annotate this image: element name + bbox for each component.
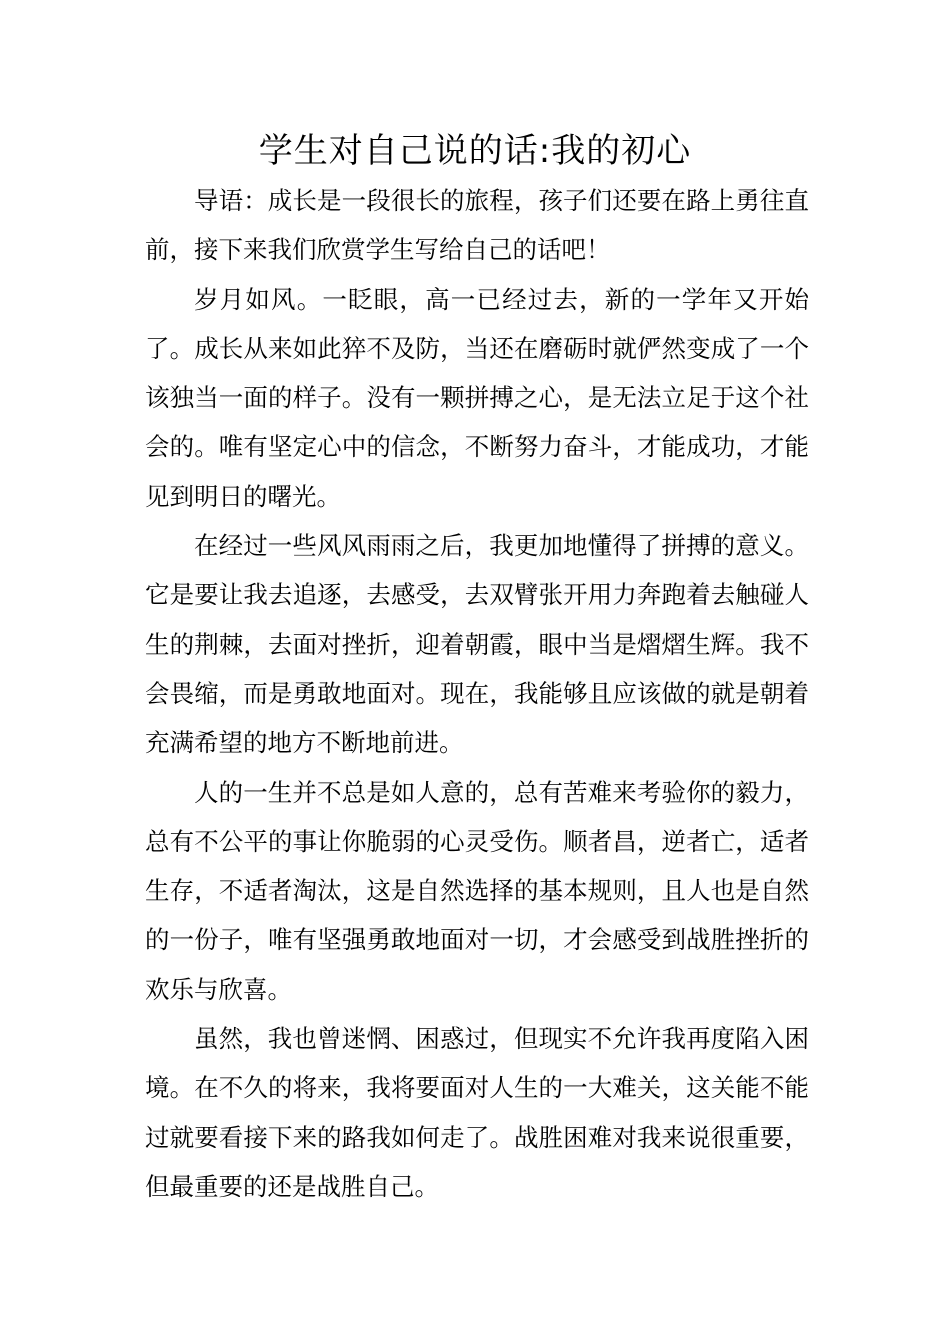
paragraph: 人的一生并不总是如人意的，总有苦难来考验你的毅力，总有不公平的事让你脆弱的心灵受伤。顺者昌，逆者亡，适者生存，不适者淘汰，这是自然选择的基本规则，且人也是自然的一份子，唯有坚强勇敢地面对一切，才会感受到战胜挫折的欢乐与欣喜。 (145, 777, 809, 1004)
paragraph: 虽然，我也曾迷惘、困惑过，但现实不允许我再度陷入困境。在不久的将来，我将要面对人生的一大难关，这关能不能过就要看接下来的路我如何走了。战胜困难对我来说很重要，但最重要的还是战胜自己。 (145, 1024, 809, 1201)
paragraph: 在经过一些风风雨雨之后，我更加地懂得了拼搏的意义。它是要让我去追逐，去感受，去双臂张开用力奔跑着去触碰人生的荆棘，去面对挫折，迎着朝霞，眼中当是熠熠生辉。我不会畏缩，而是勇敢地面对。现在，我能够且应该做的就是朝着充满希望的地方不断地前进。 (145, 531, 809, 758)
paragraph-intro: 导语：成长是一段很长的旅程，孩子们还要在路上勇往直前，接下来我们欣赏学生写给自己的话吧！ (145, 186, 809, 265)
document-body (145, 176, 809, 1211)
paragraph: 岁月如风。一眨眼，高一已经过去，新的一学年又开始了。成长从来如此猝不及防，当还在磨砺时就俨然变成了一个该独当一面的样子。没有一颗拼搏之心，是无法立足于这个社会的。唯有坚定心中的信念，不断努力奋斗，才能成功，才能见到明日的曙光。 (145, 284, 809, 511)
document-title: 学生对自己说的话:我的初心 (258, 131, 692, 171)
